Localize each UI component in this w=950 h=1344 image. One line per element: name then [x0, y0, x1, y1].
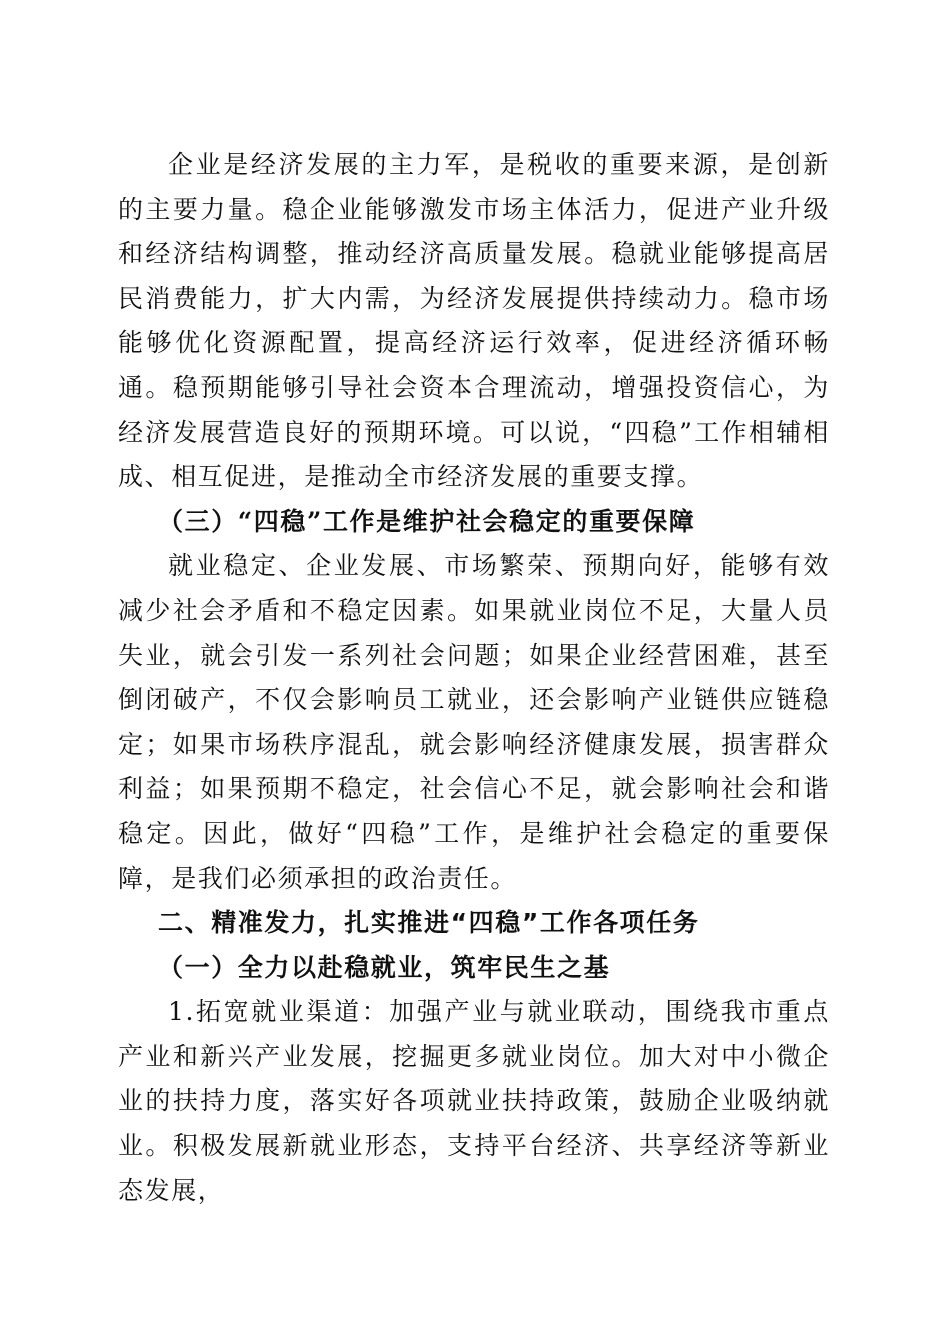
- subheading-social-stability: （三）“四稳”工作是维护社会稳定的重要保障: [158, 506, 696, 536]
- heading-section-two: 二、精准发力，扎实推进“四稳”工作各项任务: [158, 908, 700, 938]
- body-paragraph-employment-channels: 1.拓宽就业渠道：加强产业与就业联动，围绕我市重点产业和新兴产业发展，挖掘更多就业岗位。加大对中小微企业的扶持力度，落实好各项就业扶持政策，鼓励企业吸纳就业。积极发展新就业形态，支持平台经济、共享经济等新业态发展，: [118, 997, 830, 1205]
- body-paragraph-enterprise-role: 企业是经济发展的主力军，是税收的重要来源，是创新的主要力量。稳企业能够激发市场主体活力，促进产业升级和经济结构调整，推动经济高质量发展。稳就业能够提高居民消费能力，扩大内需，为经济发展提供持续动力。稳市场能够优化资源配置，提高经济运行效率，促进经济循环畅通。稳预期能够引导社会资本合理流动，增强投资信心，为经济发展营造良好的预期环境。可以说，“四稳”工作相辅相成、相互促进，是推动全市经济发展的重要支撑。: [118, 150, 830, 492]
- document-body: [118, 143, 830, 1213]
- body-paragraph-social-stability: 就业稳定、企业发展、市场繁荣、预期向好，能够有效减少社会矛盾和不稳定因素。如果就业岗位不足，大量人员失业，就会引发一系列社会问题；如果企业经营困难，甚至倒闭破产，不仅会影响员工就业，还会影响产业链供应链稳定；如果市场秩序混乱，就会影响经济健康发展，损害群众利益；如果预期不稳定，社会信心不足，就会影响社会和谐稳定。因此，做好“四稳”工作，是维护社会稳定的重要保障，是我们必须承担的政治责任。: [118, 551, 830, 893]
- subheading-stabilize-employment: （一）全力以赴稳就业，筑牢民生之基: [158, 952, 611, 982]
